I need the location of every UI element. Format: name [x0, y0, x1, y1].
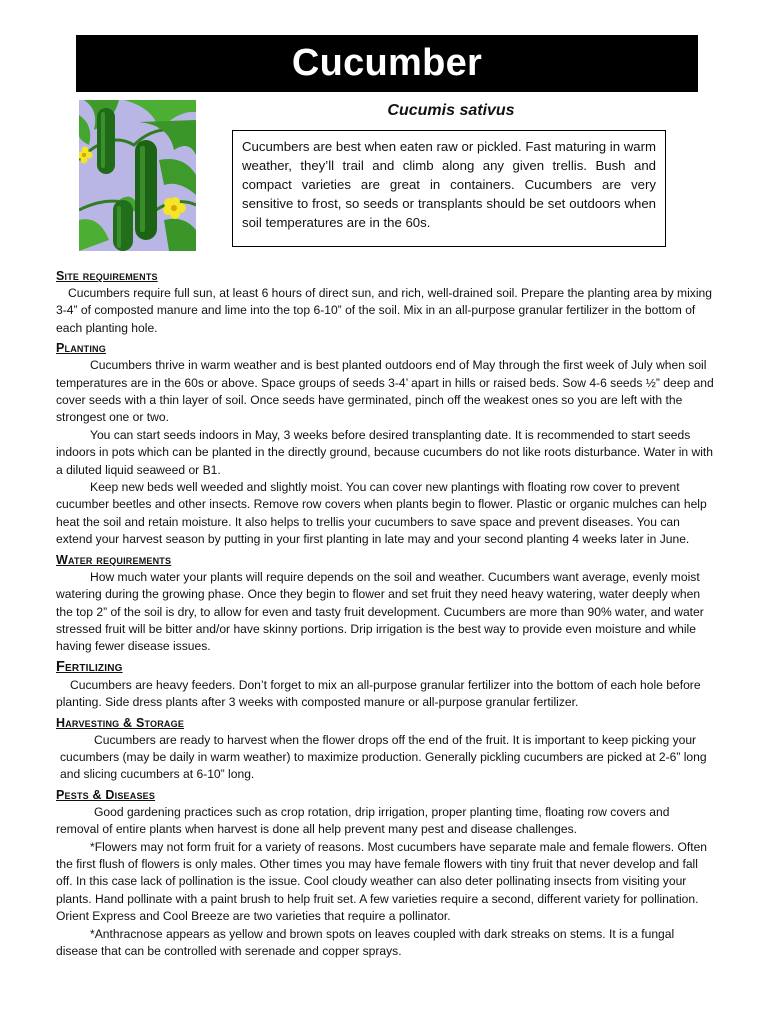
- heading-fertilizing: Fertilizing: [56, 658, 123, 675]
- page-title: Cucumber: [76, 35, 698, 92]
- harvesting-paragraph: Cucumbers are ready to harvest when the flower drops off the end of the fruit. It is important to keep picking your cucumbers (may be daily in warm weather) to maximize production. Generally pickling cucumbers are picked at 2-6” long and slicing cucumbers at 6-10” long.: [60, 732, 707, 782]
- intro-box: [232, 130, 666, 247]
- scientific-name: Cucumis sativus: [387, 102, 515, 119]
- heading-water-requirements: Water requirements: [56, 552, 172, 567]
- intro-text: Cucumbers are best when eaten raw or pickled. Fast maturing in warm weather, they’ll trail and climb along any given trellis. Bush and compact varieties are great in containers. Cucumbers are very sensitive to frost, so seeds or transplants should be set outdoors when soil temperatures are in the 60s.: [242, 139, 656, 230]
- heading-harvesting-storage: Harvesting & Storage: [56, 715, 185, 730]
- planting-paragraph-3: Keep new beds well weeded and slightly moist. You can cover new plantings with floating row cover to prevent cucumber beetles and other insects. Remove row covers when plants begin to flower. Plastic or organic mulches can help heat the soil and retain moisture. It also helps to trellis your cucumbers to save space and prevent diseases. You can extend your harvest season by putting in your first planting in late may and your second planting 4 weeks later in June.: [56, 480, 707, 547]
- pests-paragraph-2: *Flowers may not form fruit for a variety of reasons. Most cucumbers have separate male and female flowers. Often the first flush of flowers is only males. Other times you may have female flowers with tiny fruit that never develop and fall off. In this case lack of pollination is the issue. Cool cloudy weather can also deter pollinating insects from visiting your plants. Hand pollinate with a paint brush to help fruit set. A few varieties require a second, different variety for pollination. Orient Express and Cool Breeze are two varieties that require a pollinator.: [56, 839, 708, 924]
- planting-paragraph-2: You can start seeds indoors in May, 3 weeks before desired transplanting date. It is recommended to start seeds indoors in pots which can be planted in the directly ground, because cucumbers do not like roots disturbance. Water in with a diluted liquid seaweed or B1.: [56, 427, 714, 477]
- heading-site-requirements: Site requirements: [56, 269, 158, 283]
- pests-paragraph-3: *Anthracnose appears as yellow and brown spots on leaves coupled with dark streaks on stems. It is a fungal disease that can be controlled with serenade and copper sprays.: [56, 926, 675, 958]
- pests-paragraph-1: Good gardening practices such as crop rotation, drip irrigation, proper planting time, floating row covers and removal of entire plants when harvest is done all help prevent many pest and disease challenges.: [56, 804, 670, 837]
- main-content: [56, 267, 714, 960]
- cucumber-plant-illustration: [79, 100, 196, 251]
- water-paragraph: How much water your plants will require depends on the soil and weather. Cucumbers want average, evenly moist watering during the growing phase. Once they begin to flower and set fruit they need heavy watering, water deeply when the top 2” of the soil is dry, to allow for even and tasty fruit development. Cucumbers are more than 90% water, and water stressed fruit will be bitter and/or have skinny portions. Drip irrigation is the best way to provide even moisture and while having fewer disease issues.: [56, 569, 704, 654]
- heading-planting: Planting: [56, 341, 106, 356]
- site-paragraph: Cucumbers require full sun, at least 6 hours of direct sun, and rich, well-drained soil. Prepare the planting area by mixing 3-4” of composted manure and lime into the top 6-10” of the soil. Mix in an all-purpose granular fertilizer in the bottom of each planting hole.: [56, 286, 712, 335]
- fertilizing-paragraph: Cucumbers are heavy feeders. Don’t forget to mix an all-purpose granular fertilizer into the bottom of each hole before planting. Side dress plants after 3 weeks with composted manure or all-purpose granular fertilizer.: [56, 677, 701, 710]
- heading-pests-diseases: Pests & Diseases: [56, 787, 156, 802]
- planting-paragraph-1: Cucumbers thrive in warm weather and is best planted outdoors end of May through the first week of July when soil temperatures are in the 60s or above. Space groups of seeds 3-4’ apart in hills or raised beds. Sow 4-6 seeds ½” deep and cover seeds with a thin layer of soil. Once seeds have germinated, pinch off the weakest ones so you are left with the strongest one or two.: [56, 358, 714, 425]
